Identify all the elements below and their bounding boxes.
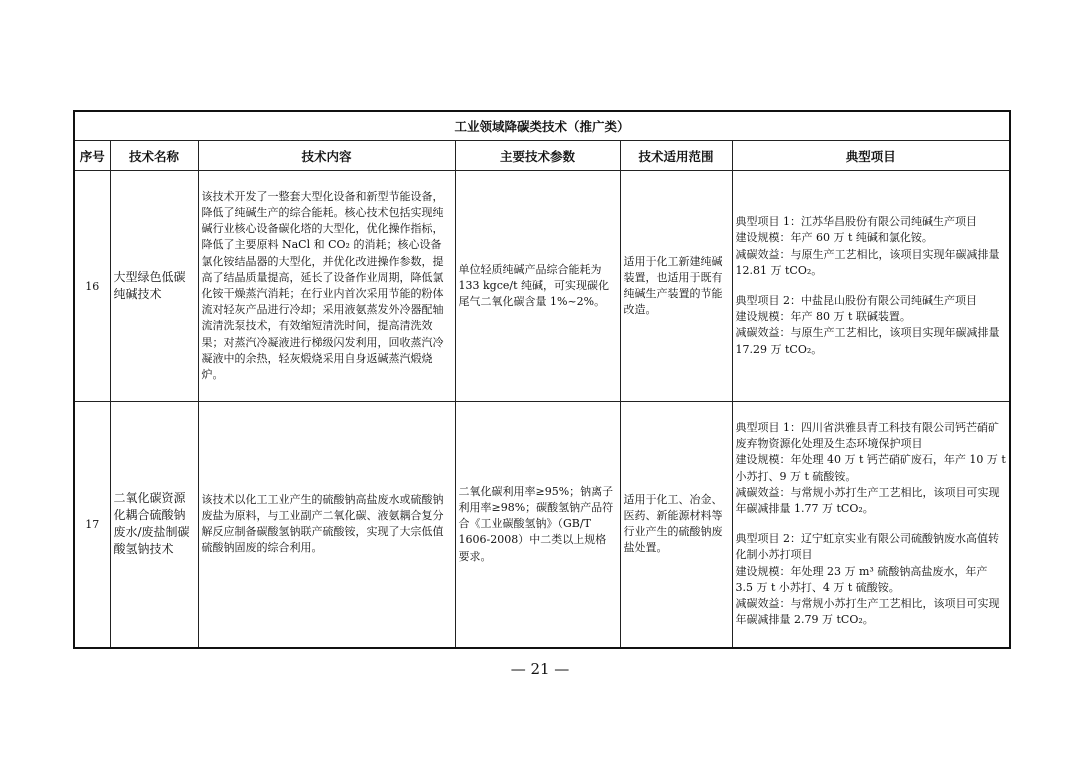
header-cell-projects: 典型项目 [732, 141, 1010, 171]
technology-content: 该技术开发了一整套大型化设备和新型节能设备，降低了纯碱生产的综合能耗。核心技术包括实现纯碱行业核心设备碳化塔的大型化，优化操作指标，降低了主要原料 NaCl 和 CO₂ 的消耗；核心设备氯化铵结晶器的大型化，并优化改进操作参数，提高了结晶质量提高，延长了设备作业周期，降低氯化铵干燥蒸汽消耗；在行业内首次采用节能的粉体流对轻灰产品进行冷却；采用液氨蒸发外冷器配轴流清洗泵技术，有效缩短清洗时间，提高清洗效果；对蒸汽冷凝液进行梯级闪发利用，回收蒸汽冷凝液中的余热，轻灰煅烧采用自身返碱蒸汽煅烧炉。 [198, 171, 455, 402]
typical-projects [732, 402, 1010, 648]
technology-scope: 适用于化工、冶金、医药、新能源材料等行业产生的硫酸钠废盐处置。 [620, 402, 732, 648]
technology-params: 单位轻质纯碱产品综合能耗为 133 kgce/t 纯碱，可实现碳化尾气二氧化碳含量 1%~2%。 [455, 171, 620, 402]
header-cell-scope: 技术适用范围 [620, 141, 732, 171]
project-title: 典型项目 2：中盐昆山股份有限公司纯碱生产项目 [735, 294, 977, 307]
project-spacer [736, 517, 1007, 531]
technology-scope: 适用于化工新建纯碱装置，也适用于既有纯碱生产装置的节能改造。 [620, 171, 732, 402]
page-number: — 21 — [510, 660, 570, 678]
project-title: 典型项目 1：四川省洪雅县青工科技有限公司钙芒硝矿废弃物资源化处理及生态环境保护项目 [735, 421, 999, 451]
project-scale: 建设规模：年产 80 万 t 联碱装置。 [735, 310, 911, 324]
table-row [74, 171, 1010, 402]
project-benefit: 减碳效益：与原生产工艺相比，该项目实现年碳减排量 12.81 万 tCO₂。 [735, 247, 1000, 277]
header-row [74, 141, 1010, 171]
row-number: 17 [74, 402, 110, 648]
project-benefit: 减碳效益：与原生产工艺相比，该项目实现年碳减排量 17.29 万 tCO₂。 [735, 326, 1000, 356]
table-row [74, 402, 1010, 648]
technology-table [73, 110, 1011, 649]
technology-name: 大型绿色低碳纯碱技术 [110, 171, 198, 402]
header-cell-params: 主要技术参数 [455, 141, 620, 171]
technology-name: 二氧化碳资源化耦合硫酸钠废水/废盐制碳酸氢钠技术 [110, 402, 198, 648]
project-scale: 建设规模：年产 60 万 t 纯碱和氯化铵。 [735, 231, 933, 245]
header-cell-content: 技术内容 [198, 141, 455, 171]
header-cell-name: 技术名称 [110, 141, 198, 171]
project-scale: 建设规模：年处理 40 万 t 钙芒硝矿废石，年产 10 万 t 小苏打、9 万 t 硫酸铵。 [735, 453, 1006, 483]
project-scale: 建设规模：年处理 23 万 m³ 硫酸钠高盐废水，年产 3.5 万 t 小苏打、4 万 t 硫酸铵。 [735, 564, 988, 594]
project-title: 典型项目 2：辽宁虹京实业有限公司硫酸钠废水高值转化制小苏打项目 [735, 532, 999, 562]
typical-projects [732, 171, 1010, 402]
header-cell-no: 序号 [74, 141, 110, 171]
technology-params: 二氧化碳利用率≥95%；钠离子利用率≥98%；碳酸氢钠产品符合《工业碳酸氢钠》（GB/T 1606-2008）中二类以上规格要求。 [455, 402, 620, 648]
table-title: 工业领域降碳类技术（推广类） [74, 111, 1010, 141]
project-spacer [736, 279, 1007, 293]
project-title: 典型项目 1：江苏华昌股份有限公司纯碱生产项目 [735, 215, 977, 229]
row-number: 16 [74, 171, 110, 402]
project-benefit: 减碳效益：与常规小苏打生产工艺相比，该项目可实现年碳减排量 1.77 万 tCO₂。 [735, 485, 1000, 516]
project-benefit: 减碳效益：与常规小苏打生产工艺相比，该项目可实现年碳减排量 2.79 万 tCO₂。 [735, 597, 1000, 627]
technology-content: 该技术以化工工业产生的硫酸钠高盐废水或硫酸钠废盐为原料，与工业副产二氧化碳、液氨耦合复分解反应制备碳酸氢钠联产硫酸铵，实现了大宗低值硫酸钠固废的综合利用。 [198, 402, 455, 648]
